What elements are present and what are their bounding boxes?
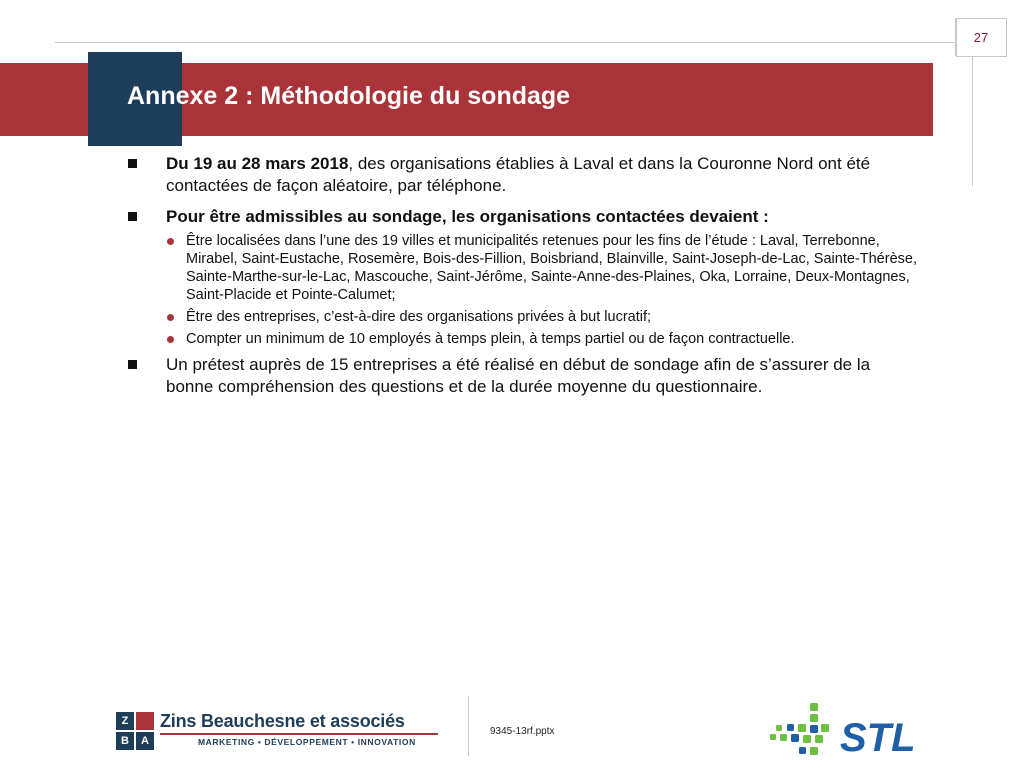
bullet-body: , des organisations établies à Laval et dans la Couronne Nord ont été contactées de façon aléatoire, par téléphone. <box>166 154 871 195</box>
footer-divider <box>468 696 469 756</box>
stl-logo <box>770 701 930 761</box>
sub-bullet <box>167 330 928 348</box>
slide-content <box>128 153 928 407</box>
logo-cell: Z <box>116 712 134 730</box>
round-bullet-icon <box>167 336 174 343</box>
firm-tagline: MARKETING • DÉVELOPPEMENT • INNOVATION <box>198 737 416 747</box>
zb-grid-icon <box>116 712 154 750</box>
bullet-text <box>166 206 769 228</box>
bullet-bold: Pour être admissibles au sondage, les organisations contactées devaient : <box>166 207 769 226</box>
firm-name: Zins Beauchesne et associés <box>160 711 405 731</box>
bullet-bold: Du 19 au 28 mars 2018 <box>166 154 349 173</box>
top-rule <box>55 42 955 43</box>
logo-cell <box>136 712 154 730</box>
bullet-dates <box>128 153 928 197</box>
right-rule <box>972 56 973 186</box>
bullet-text: Un prétest auprès de 15 entreprises a été réalisé en début de sondage afin de s’assurer de la bonne compréhension des questions et de la durée moyenne du questionnaire. <box>166 355 871 396</box>
logo-cell: A <box>136 732 154 750</box>
sub-bullet <box>167 308 928 326</box>
round-bullet-icon <box>167 314 174 321</box>
square-bullet-icon <box>128 360 137 369</box>
square-bullet-icon <box>128 159 137 168</box>
sub-bullet-text: Compter un minimum de 10 employés à temps plein, à temps partiel ou de façon contractuelle. <box>186 331 795 347</box>
file-name: 9345-13rf.pptx <box>490 726 555 737</box>
stl-logo-text: STL <box>840 716 916 760</box>
square-bullet-icon <box>128 212 137 221</box>
bullet-pretest <box>128 354 928 398</box>
bullet-eligibility <box>128 206 928 228</box>
page-title: Annexe 2 : Méthodologie du sondage <box>127 82 571 110</box>
zins-beauchesne-logo <box>116 712 446 752</box>
sub-bullet <box>167 232 928 304</box>
firm-rule <box>160 733 438 735</box>
sub-bullet-list <box>128 232 928 348</box>
sub-bullet-text: Être localisées dans l’une des 19 villes et municipalités retenues pour les fins de l’étude : Laval, Terrebonne, Mirabel, Saint-Eustache, Rosemère, Bois-des-Fillion, Boisbriand, Blainville, Saint-Joseph-de-Lac, Sainte-Thérèse, Sainte-Marthe-sur-le-Lac, Mascouche, Saint-Jérôme, Sainte-Anne-des-Plaines, Oka, Lorraine, Deux-Montagnes, Saint-Placide et Pointe-Calumet; <box>186 233 917 303</box>
page-number: 27 <box>955 18 1006 56</box>
bullet-text <box>166 153 928 197</box>
round-bullet-icon <box>167 238 174 245</box>
sub-bullet-text: Être des entreprises, c’est-à-dire des organisations privées à but lucratif; <box>186 309 652 325</box>
stl-dots-icon <box>770 703 829 755</box>
logo-cell: B <box>116 732 134 750</box>
